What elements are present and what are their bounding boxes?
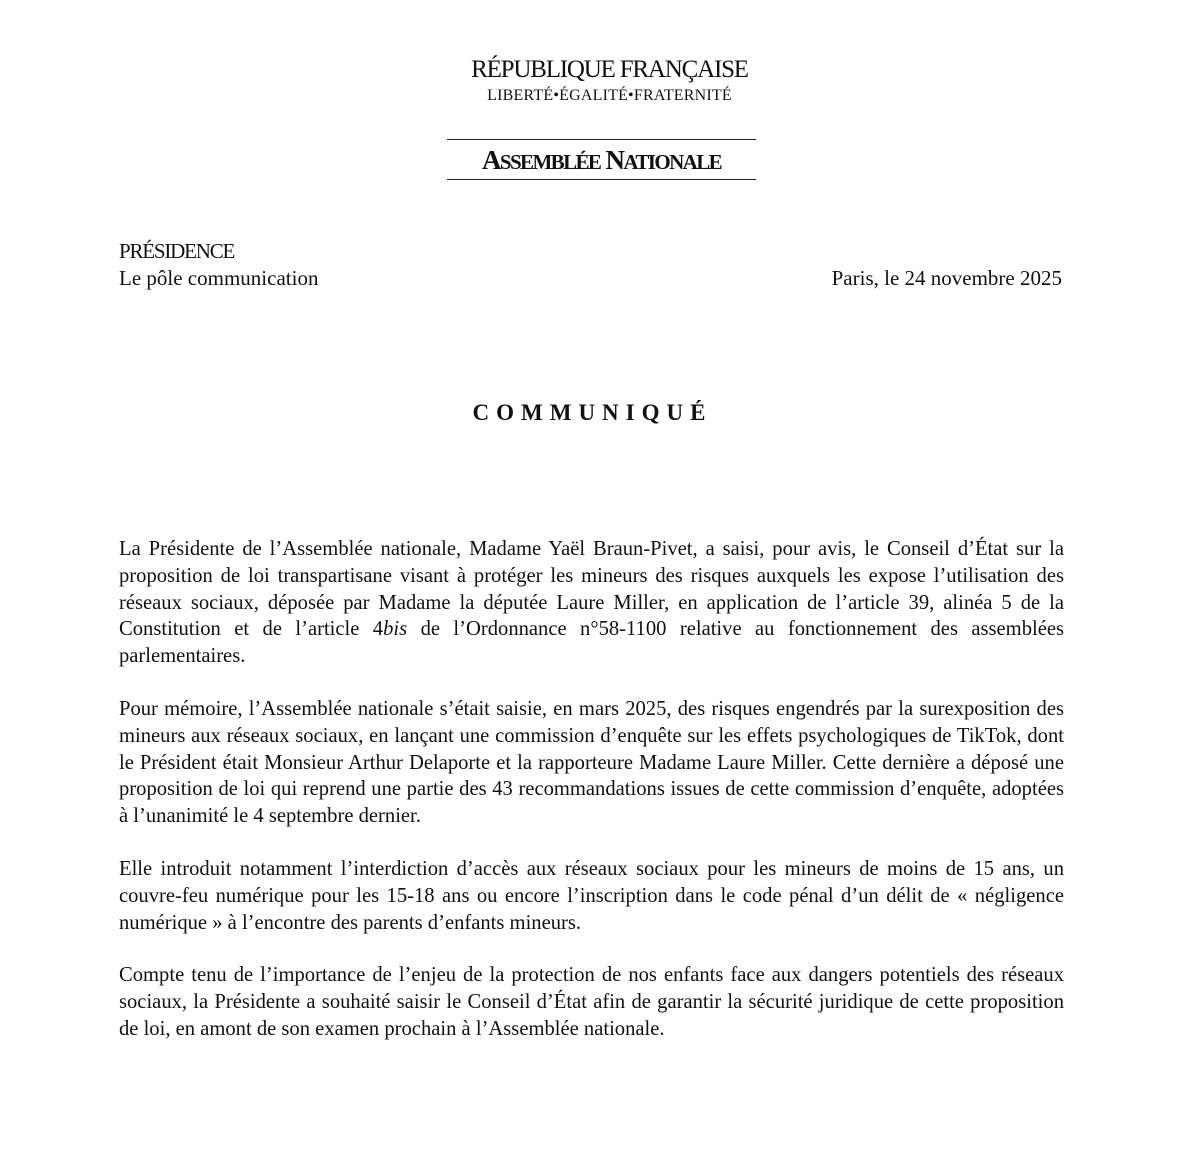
divider-bottom [447, 179, 756, 180]
divider-top [447, 139, 756, 140]
paragraph-2: Pour mémoire, l’Assemblée nationale s’était saisie, en mars 2025, des risques engendrés par la surexposition des mineurs aux réseaux sociaux, en lançant une commission d’enquête sur les effets psychologiques de TikTok, dont le Président était Monsieur Arthur Delaporte et la rapporteure Madame Laure Miller. Cette dernière a déposé une proposition de loi qui reprend une partie des 43 recommandations issues de cette commission d’enquête, adoptées à l’unanimité le 4 septembre dernier. [119, 697, 1064, 828]
paragraph-1-text-a: La Présidente de l’Assemblée nationale, Madame Yaël Braun-Pivet, a saisi, pour avis, le Conseil d’État sur la proposition de loi transpartisane visant à protéger les mineurs des risques auxquels les expose l’utilisation des réseaux sociaux, déposée par Madame la députée Laure Miller, en application de l’article 39, alinéa 5 de la Constitution et de l’article 4 [119, 538, 1064, 641]
place-date: Paris, le 24 novembre 2025 [831, 266, 1062, 290]
sender-department: Le pôle communication [119, 266, 319, 290]
paragraph-1-italic: bis [383, 618, 408, 641]
national-motto: LIBERTÉ•ÉGALITÉ•FRATERNITÉ [487, 87, 732, 104]
paragraph-4: Compte tenu de l’importance de l’enjeu de la protection de nos enfants face aux dangers potentiels des réseaux sociaux, la Présidente a souhaité saisir le Conseil d’État afin de garantir la sécurité juridique de cette proposition de loi, en amont de son examen prochain à l’Assemblée nationale. [119, 964, 1064, 1040]
assembly-word-2: ATIONALE [623, 150, 722, 174]
letterhead [0, 55, 1179, 107]
sender-office: PRÉSIDENCE [119, 239, 235, 263]
paragraph-1 [119, 536, 1064, 670]
assembly-initial-a: A [481, 145, 500, 175]
assembly-initial-n: N [605, 145, 624, 175]
paragraph-1-text-b: de l’Ordonnance n°58-1100 relative au fonctionnement des assemblées parlementaires. [119, 618, 1065, 668]
republic-heading: RÉPUBLIQUE FRANÇAISE [471, 56, 748, 83]
paragraph-3: Elle introduit notamment l’interdiction d’accès aux réseaux sociaux pour les mineurs de moins de 15 ans, un couvre-feu numérique pour les 15-18 ans ou encore l’inscription dans le code pénal d’un délit de « négligence numérique » à l’encontre des parents d’enfants mineurs. [119, 857, 1064, 934]
assembly-name [447, 143, 756, 179]
assembly-word-1: SSEMBLÉE [499, 150, 601, 174]
document-title: COMMUNIQUÉ [472, 400, 713, 425]
press-release-body [119, 536, 1064, 1043]
